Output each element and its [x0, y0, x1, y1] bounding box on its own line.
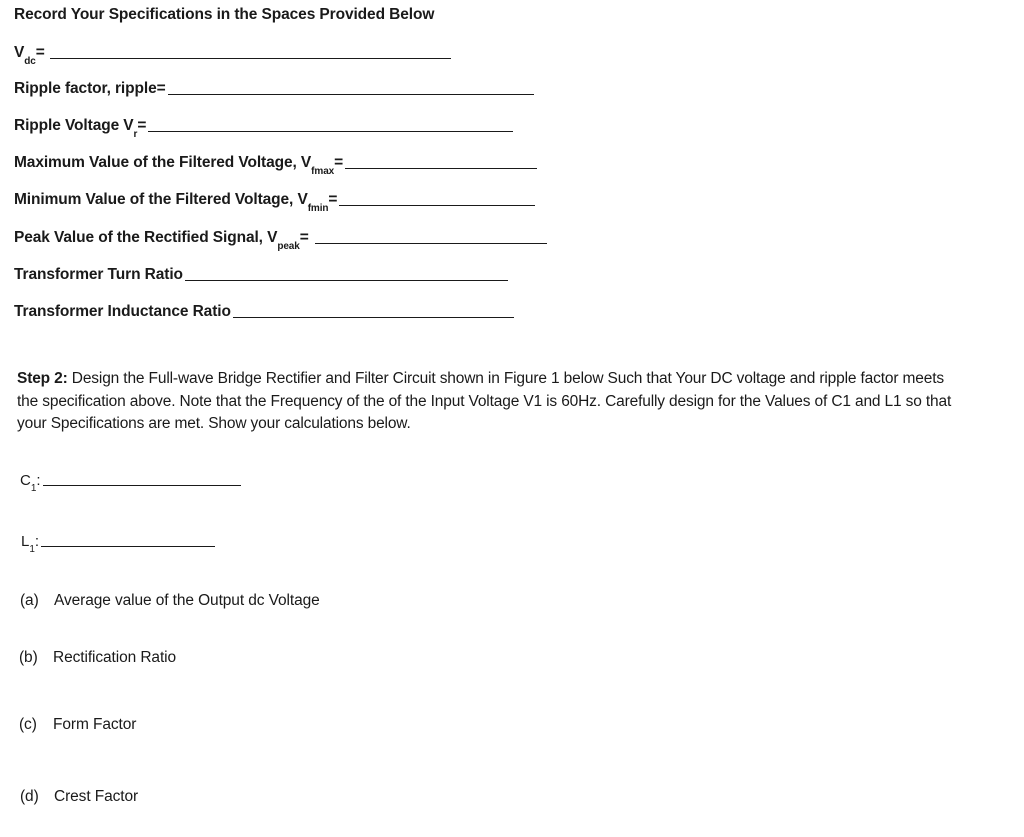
- spec-label: Maximum Value of the Filtered Voltage, V: [14, 154, 312, 171]
- question-text: Rectification Ratio: [53, 649, 177, 666]
- page-heading: Record Your Specifications in the Spaces Provided Below: [14, 6, 435, 23]
- answer-line[interactable]: [148, 130, 513, 132]
- question-b: [19, 649, 176, 667]
- spec-label: Transformer Inductance Ratio: [14, 303, 231, 320]
- answer-line[interactable]: [41, 545, 215, 547]
- component-suffix: :: [36, 472, 41, 489]
- answer-line[interactable]: [345, 167, 537, 169]
- question-d: [20, 788, 138, 806]
- spec-label: Peak Value of the Rectified Signal, V: [14, 229, 278, 246]
- answer-line[interactable]: [168, 93, 534, 95]
- question-tag: (b): [19, 649, 38, 666]
- step-label: Step 2:: [17, 370, 68, 387]
- spec-turn-ratio: [14, 266, 508, 284]
- component-l1: L 1 :: [21, 533, 215, 550]
- spec-label: Ripple factor, ripple=: [14, 80, 166, 97]
- answer-line[interactable]: [50, 57, 451, 59]
- spec-suffix: =: [35, 44, 45, 61]
- spec-inductance-ratio: [14, 303, 514, 321]
- question-text: Crest Factor: [54, 788, 139, 805]
- spec-vfmax: Maximum Value of the Filtered Voltage, V fmax =: [14, 154, 537, 172]
- question-tag: (d): [20, 788, 39, 805]
- spec-suffix: =: [334, 154, 344, 171]
- spec-vfmin: Minimum Value of the Filtered Voltage, V fmin =: [14, 191, 535, 209]
- step-2-paragraph: [17, 368, 952, 436]
- spec-suffix: =: [137, 117, 147, 134]
- question-c: [19, 716, 136, 734]
- answer-line[interactable]: [315, 242, 547, 244]
- answer-line[interactable]: [233, 316, 514, 318]
- step-text: Design the Full-wave Bridge Rectifier and Filter Circuit shown in Figure 1 below Such that Your DC voltage and ripple factor meets the specification above. Note that the Frequency of the of the Input Voltage V1 is 60Hz. Carefully design for the Values of C1 and L1 so that your Specifications are met. Show your calculations below.: [17, 370, 952, 432]
- component-suffix: :: [34, 533, 40, 550]
- spec-label: Minimum Value of the Filtered Voltage, V: [14, 191, 308, 208]
- answer-line[interactable]: [185, 279, 508, 281]
- component-c1: C 1 :: [20, 472, 241, 489]
- question-text: Form Factor: [53, 716, 137, 733]
- answer-line[interactable]: [43, 484, 241, 486]
- component-label: L: [21, 533, 30, 550]
- component-label: C: [20, 472, 31, 489]
- spec-suffix: =: [299, 229, 309, 246]
- spec-label: V: [14, 44, 25, 61]
- spec-ripple-voltage: Ripple Voltage V r =: [14, 117, 513, 135]
- question-text: Average value of the Output dc Voltage: [54, 592, 320, 609]
- spec-vdc: V dc =: [14, 44, 451, 62]
- question-tag: (a): [20, 592, 39, 609]
- spec-label: Ripple Voltage V: [14, 117, 134, 134]
- spec-suffix: =: [328, 191, 338, 208]
- answer-line[interactable]: [339, 204, 535, 206]
- spec-ripple-factor: [14, 80, 534, 98]
- question-tag: (c): [19, 716, 37, 733]
- question-a: [20, 592, 320, 610]
- spec-label: Transformer Turn Ratio: [14, 266, 183, 283]
- spec-vpeak: Peak Value of the Rectified Signal, V peak =: [14, 229, 547, 247]
